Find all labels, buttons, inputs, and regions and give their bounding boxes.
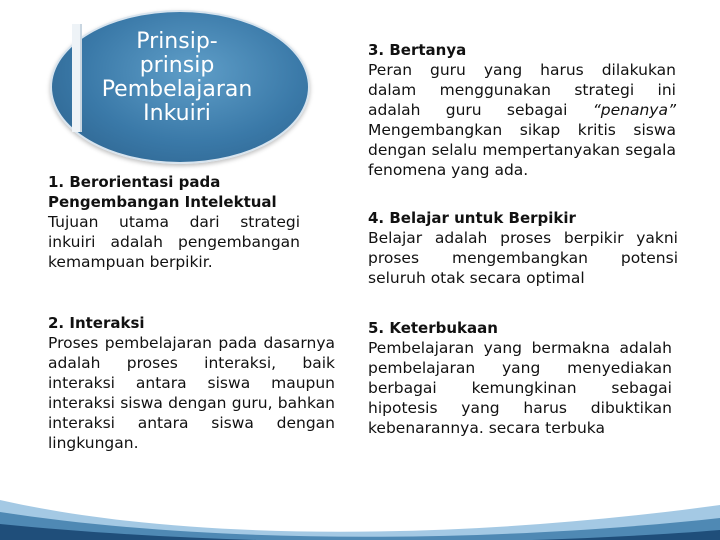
section-2-heading: 2. Interaksi	[48, 314, 145, 332]
section-5-body: Pembelajaran yang bermakna adalah pembelajaran yang menyediakan berbagai kemungkinan sebagai hipotesis yang harus dibuktikan kebenarannya. secara terbuka	[368, 339, 672, 437]
section-5	[368, 318, 672, 438]
section-4	[368, 208, 678, 288]
decorative-wave	[0, 450, 720, 540]
section-1-heading: 1. Berorientasi pada Pengembangan Intelektual	[48, 173, 277, 211]
section-2	[48, 313, 335, 453]
section-2-body: Proses pembelajaran pada dasarnya adalah proses interaksi, baik interaksi antara siswa maupun interaksi siswa dengan guru, bahkan interaksi antara siswa dengan lingkungan.	[48, 334, 335, 452]
section-3-body	[368, 60, 676, 180]
section-4-body: Belajar adalah proses berpikir yakni proses mengembangkan potensi seluruh otak secara optimal	[368, 229, 678, 287]
section-3-body-start: Peran guru yang harus dilakukan dalam menggunakan strategi ini adalah guru sebagai	[368, 61, 676, 119]
section-3-body-end: Mengembangkan sikap kritis siswa dengan selalu mempertanyakan segala fenomena yang ada.	[368, 121, 676, 179]
section-1	[48, 172, 300, 272]
section-3-body-emphasis: “penanya”	[592, 101, 676, 119]
section-3	[368, 40, 676, 180]
section-4-heading: 4. Belajar untuk Berpikir	[368, 209, 576, 227]
slide-title: Prinsip- prinsip Pembelajaran Inkuiri	[101, 29, 253, 126]
section-3-heading: 3. Bertanya	[368, 41, 467, 59]
oval-accent-bar	[72, 24, 82, 132]
section-5-heading: 5. Keterbukaan	[368, 319, 498, 337]
section-1-body: Tujuan utama dari strategi inkuiri adalah pengembangan kemampuan berpikir.	[48, 213, 300, 271]
